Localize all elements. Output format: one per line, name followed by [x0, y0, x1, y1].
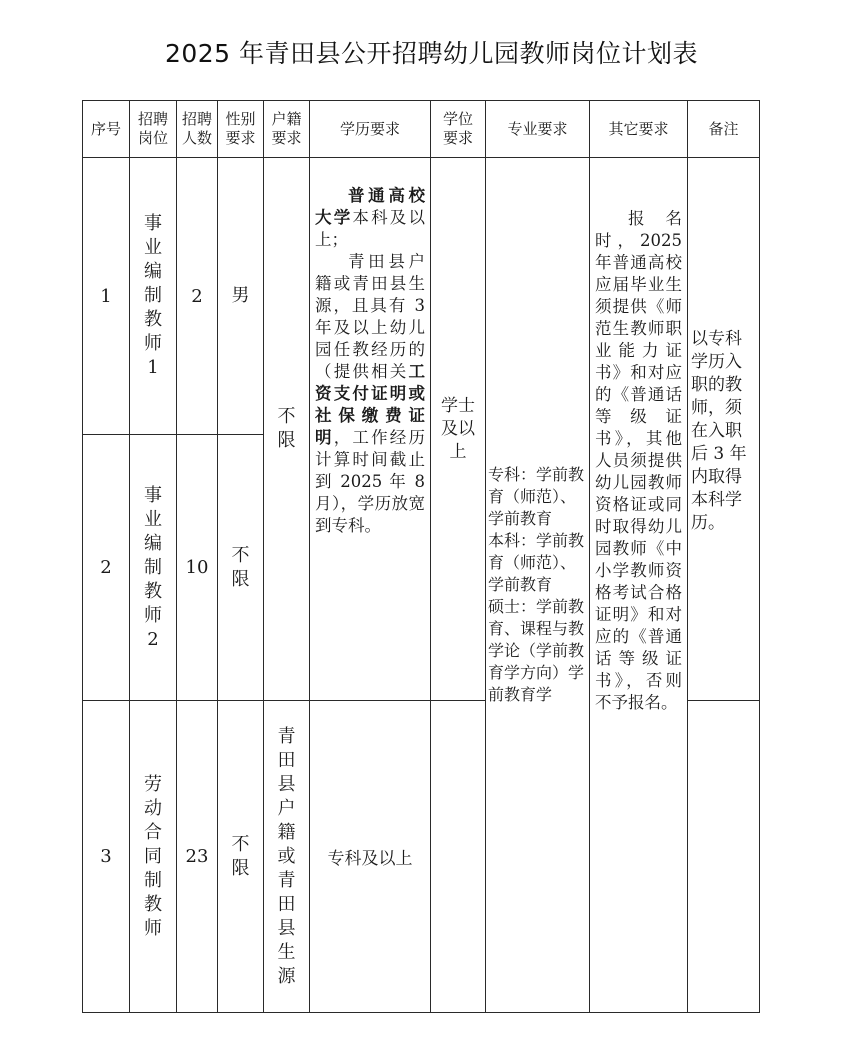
recruitment-plan-table: [82, 100, 760, 1013]
degree-shared: 学士及以上: [431, 158, 486, 701]
row3-hukou: 青田县户籍或青田县生源: [264, 701, 310, 1013]
table-row: [83, 158, 760, 435]
row2-count: 10: [177, 435, 218, 701]
header-row: [83, 101, 760, 158]
row1-count: 2: [177, 158, 218, 435]
row1-seq: 1: [83, 158, 130, 435]
row3-education: 专科及以上: [310, 701, 431, 1013]
header-education: 学历要求: [310, 101, 431, 158]
header-post: 招聘岗位: [130, 101, 177, 158]
other-requirements: 报名时，2025 年普通高校应届毕业生须提供《师范生教师职业能力证书》和对应的《普通话等级证书》，其他人员须提供幼儿园教师资格证或同时取得幼儿园教师《中小学教师资格考试合格证明》和对应的《普通话等级证书》，否则不予报名。: [590, 158, 688, 1013]
header-degree: 学位要求: [431, 101, 486, 158]
education-shared: 普通高校大学本科及以上； 青田县户籍或青田县生源，且具有 3 年及以上幼儿园任教经历的（提供相关工资支付证明或社保缴费证明，工作经历计算时间截止到 2025 年 8 月），学历放宽到专科。: [310, 158, 431, 701]
hukou-shared: 不限: [264, 158, 310, 701]
remark: 以专科学历入职的教师，须在入职后 3 年内取得本科学历。: [688, 158, 760, 701]
header-gender: 性别要求: [218, 101, 264, 158]
row2-post: 事业编制教师2: [130, 435, 177, 701]
header-count: 招聘人数: [177, 101, 218, 158]
major-requirements: 专科：学前教育（师范）、学前教育 本科：学前教育（师范）、学前教育 硕士：学前教育、课程与教学论（学前教育学方向）学前教育学: [486, 158, 590, 1013]
header-remark: 备注: [688, 101, 760, 158]
row3-degree: [431, 701, 486, 1013]
row3-remark: [688, 701, 760, 1013]
row2-seq: 2: [83, 435, 130, 701]
row2-gender: 不限: [218, 435, 264, 701]
header-seq: 序号: [83, 101, 130, 158]
row3-count: 23: [177, 701, 218, 1013]
header-hukou: 户籍要求: [264, 101, 310, 158]
row3-gender: 不限: [218, 701, 264, 1013]
header-other: 其它要求: [590, 101, 688, 158]
row1-post: 事业编制教师1: [130, 158, 177, 435]
header-major: 专业要求: [486, 101, 590, 158]
row3-post: 劳动合同制教师: [130, 701, 177, 1013]
row3-seq: 3: [83, 701, 130, 1013]
row1-gender: 男: [218, 158, 264, 435]
page-title: 2025 年青田县公开招聘幼儿园教师岗位计划表: [164, 39, 699, 68]
